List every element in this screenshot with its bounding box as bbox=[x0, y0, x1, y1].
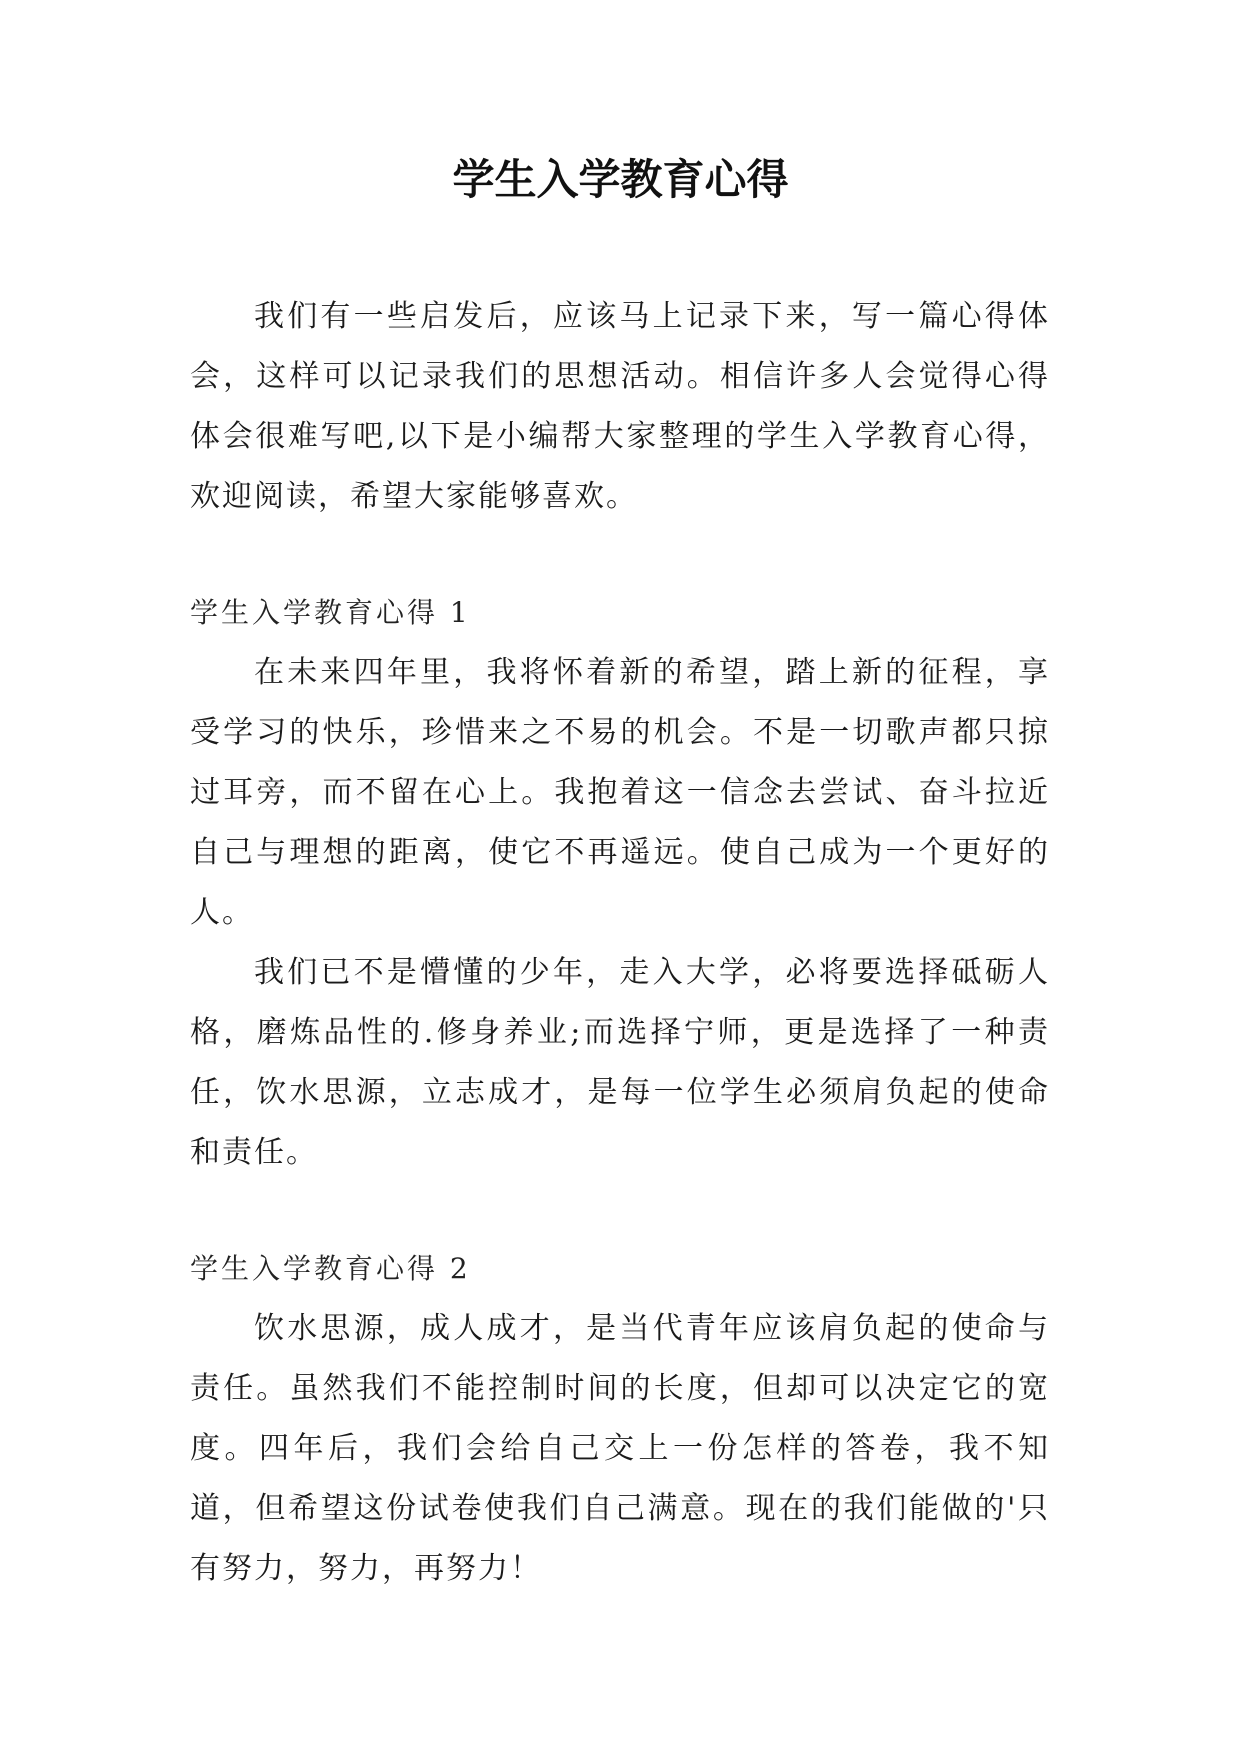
section-paragraph: 饮水思源，成人成才，是当代青年应该肩负起的使命与责任。虽然我们不能控制时间的长度，但却可以决定它的宽度。四年后，我们会给自己交上一份怎样的答卷，我不知道，但希望这份试卷使我们自己满意。现在的我们能做的'只有努力，努力，再努力！ bbox=[190, 1311, 1050, 1586]
section-spacer bbox=[190, 527, 1050, 583]
document-body bbox=[190, 287, 1050, 1599]
section-2 bbox=[190, 1239, 1050, 1599]
section-heading: 学生入学教育心得 2 bbox=[190, 1252, 471, 1285]
document-title: 学生入学教育心得 bbox=[452, 155, 789, 204]
section-heading: 学生入学教育心得 1 bbox=[190, 596, 471, 629]
intro-paragraph: 我们有一些启发后，应该马上记录下来，写一篇心得体会，这样可以记录我们的思想活动。相信许多人会觉得心得体会很难写吧,以下是小编帮大家整理的学生入学教育心得，欢迎阅读，希望大家能够喜欢。 bbox=[190, 299, 1050, 514]
section-paragraph: 在未来四年里，我将怀着新的希望，踏上新的征程，享受学习的快乐，珍惜来之不易的机会。不是一切歌声都只掠过耳旁，而不留在心上。我抱着这一信念去尝试、奋斗拉近自己与理想的距离，使它不再遥远。使自己成为一个更好的人。 bbox=[190, 655, 1050, 930]
section-spacer bbox=[190, 1183, 1050, 1239]
section-paragraph: 我们已不是懵懂的少年，走入大学，必将要选择砥砺人格，磨炼品性的.修身养业;而选择宁师，更是选择了一种责任，饮水思源，立志成才，是每一位学生必须肩负起的使命和责任。 bbox=[190, 955, 1050, 1170]
section-1 bbox=[190, 583, 1050, 1183]
